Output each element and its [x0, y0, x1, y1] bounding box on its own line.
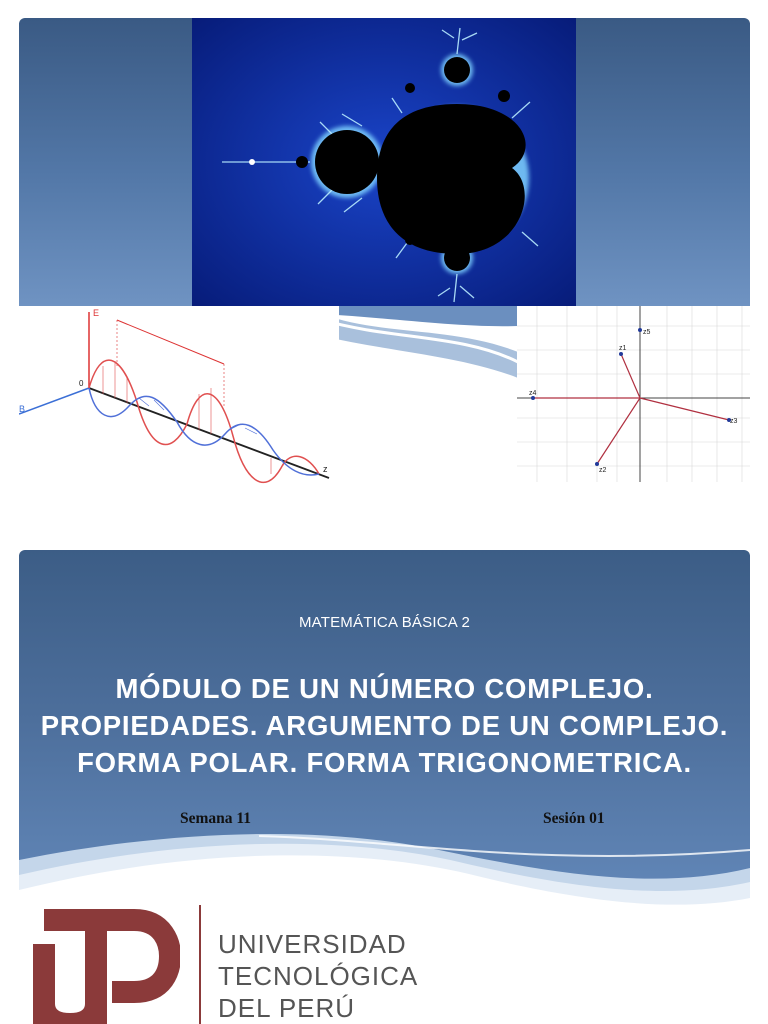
university-name-line-1: UNIVERSIDAD: [218, 929, 407, 959]
logo-divider: [199, 905, 201, 1024]
wave-label-b: B: [19, 404, 26, 414]
electromagnetic-wave-figure: [19, 306, 339, 506]
plane-label-z5: z5: [643, 329, 651, 336]
plane-label-z1: z1: [619, 345, 627, 352]
decorative-swoosh: [322, 306, 518, 378]
week-label: Semana 11: [180, 810, 252, 827]
university-name: [218, 928, 418, 1024]
university-name-line-3: DEL PERÚ: [218, 993, 356, 1023]
session-label: Sesión 01: [543, 810, 605, 827]
wave-label-z: z: [323, 464, 328, 474]
wave-label-e: E: [93, 308, 100, 318]
slide-title-line-1: MÓDULO DE UN NÚMERO COMPLEJO.: [115, 673, 654, 704]
plane-label-z2: z2: [599, 467, 607, 474]
complex-plane-figure: [517, 306, 750, 482]
slide-title-line-2: PROPIEDADES. ARGUMENTO DE UN COMPLEJO.: [40, 710, 729, 741]
slide-title-line-3: FORMA POLAR. FORMA TRIGONOMETRICA.: [77, 747, 692, 778]
mandelbrot-fractal-image: [192, 18, 576, 306]
plane-label-z3: z3: [730, 418, 738, 425]
slide-title: [19, 670, 750, 781]
plane-label-z4: z4: [529, 390, 537, 397]
university-name-line-2: TECNOLÓGICA: [218, 961, 419, 991]
utp-logo: [30, 900, 180, 1024]
course-name: MATEMÁTICA BÁSICA 2: [298, 614, 471, 631]
wave-label-origin: 0: [79, 379, 84, 388]
